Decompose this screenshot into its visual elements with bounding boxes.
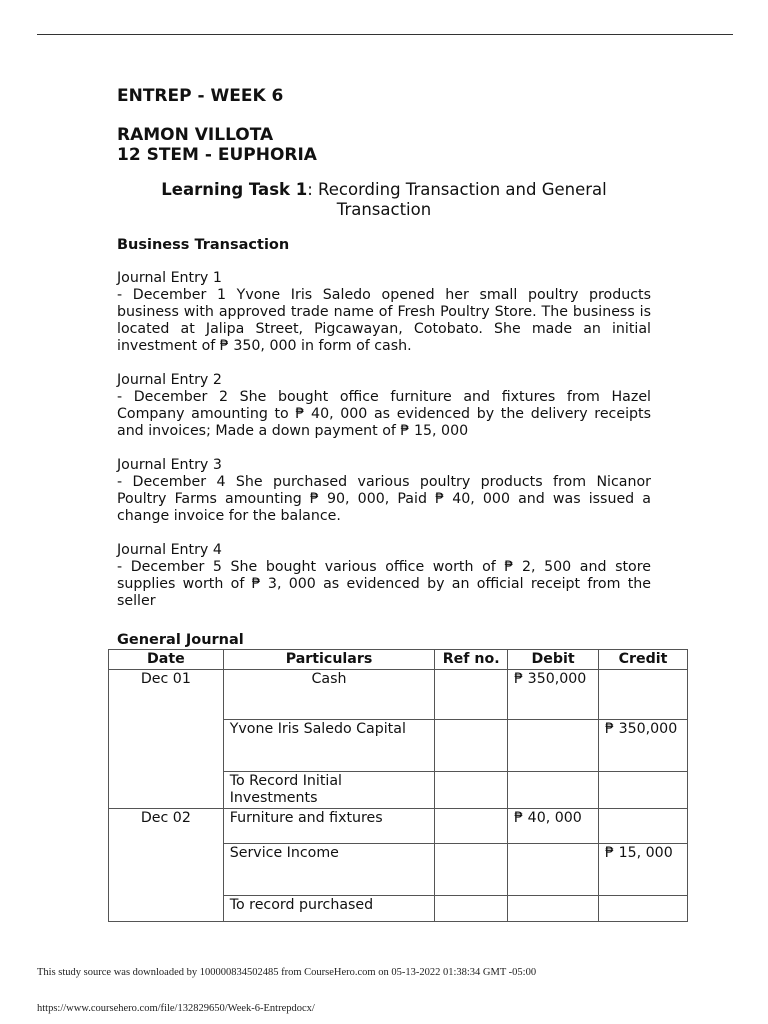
general-journal-table xyxy=(108,649,688,922)
date-cell: Dec 02 xyxy=(109,809,224,922)
entry-text: - December 4 She purchased various poultry products from Nicanor Poultry Farms amounting ₱ 90, 000, Paid ₱ 40, 000 and was issued a change invoice for the balance. xyxy=(117,474,651,524)
journal-entry xyxy=(117,270,651,355)
journal-entry xyxy=(117,457,651,525)
credit-cell xyxy=(599,670,688,720)
top-rule xyxy=(37,34,733,35)
entry-title: Journal Entry 1 xyxy=(117,270,222,286)
col-debit: Debit xyxy=(508,650,599,670)
particular-cell: Service Income xyxy=(223,844,435,896)
entry-title: Journal Entry 3 xyxy=(117,457,222,473)
entry-title: Journal Entry 4 xyxy=(117,542,222,558)
entry-text: - December 1 Yvone Iris Saledo opened her small poultry products business with approved trade name of Fresh Poultry Store. The business is located at Jalipa Street, Pigcawayan, Cotobato. She made an initial investment of ₱ 350, 000 in form of cash. xyxy=(117,287,651,354)
download-notice: This study source was downloaded by 100000834502485 from CourseHero.com on 05-13-2022 01:38:34 GMT -05:00 xyxy=(37,967,537,978)
ref-cell xyxy=(435,844,508,896)
col-particulars: Particulars xyxy=(223,650,435,670)
particular-cell: To record purchased xyxy=(223,896,435,922)
particular-cell: Cash xyxy=(223,670,435,720)
date-cell: Dec 01 xyxy=(109,670,224,809)
document-body xyxy=(117,86,651,610)
col-ref: Ref no. xyxy=(435,650,508,670)
ref-cell xyxy=(435,772,508,809)
credit-cell xyxy=(599,896,688,922)
ref-cell xyxy=(435,809,508,844)
particular-cell: Yvone Iris Saledo Capital xyxy=(223,720,435,772)
debit-cell: ₱ 350,000 xyxy=(508,670,599,720)
credit-cell xyxy=(599,772,688,809)
credit-cell xyxy=(599,809,688,844)
entry-title: Journal Entry 2 xyxy=(117,372,222,388)
ref-cell xyxy=(435,720,508,772)
journal-entry xyxy=(117,372,651,440)
table-row xyxy=(109,809,688,844)
credit-cell: ₱ 350,000 xyxy=(599,720,688,772)
particular-cell: Furniture and fixtures xyxy=(223,809,435,844)
ref-cell xyxy=(435,670,508,720)
student-section: 12 STEM - EUPHORIA xyxy=(117,145,317,165)
table-row xyxy=(109,670,688,720)
debit-cell xyxy=(508,772,599,809)
col-date: Date xyxy=(109,650,224,670)
doc-title: ENTREP - WEEK 6 xyxy=(117,86,284,106)
task-title-rest: : Recording Transaction and General xyxy=(307,180,607,199)
table-header-row xyxy=(109,650,688,670)
particular-cell: To Record Initial Investments xyxy=(223,772,435,809)
ref-cell xyxy=(435,896,508,922)
col-credit: Credit xyxy=(599,650,688,670)
source-url[interactable]: https://www.coursehero.com/file/132829650/Week-6-Entrepdocx/ xyxy=(37,1003,315,1014)
student-name: RAMON VILLOTA xyxy=(117,125,274,145)
journal-entry xyxy=(117,542,651,610)
debit-cell: ₱ 40, 000 xyxy=(508,809,599,844)
task-title xyxy=(117,180,651,220)
debit-cell xyxy=(508,896,599,922)
section-heading: Business Transaction xyxy=(117,237,290,253)
task-title-bold: Learning Task 1 xyxy=(161,180,308,199)
entry-text: - December 5 She bought various office worth of ₱ 2, 500 and store supplies worth of ₱ 3, 000 as evidenced by an official receipt from the seller xyxy=(117,559,651,609)
general-journal-label: General Journal xyxy=(117,632,244,648)
debit-cell xyxy=(508,844,599,896)
debit-cell xyxy=(508,720,599,772)
entry-text: - December 2 She bought office furniture and fixtures from Hazel Company amounting to ₱ 40, 000 as evidenced by the delivery receipts and invoices; Made a down payment of ₱ 15, 000 xyxy=(117,389,651,439)
task-title-line2: Transaction xyxy=(336,200,432,219)
credit-cell: ₱ 15, 000 xyxy=(599,844,688,896)
